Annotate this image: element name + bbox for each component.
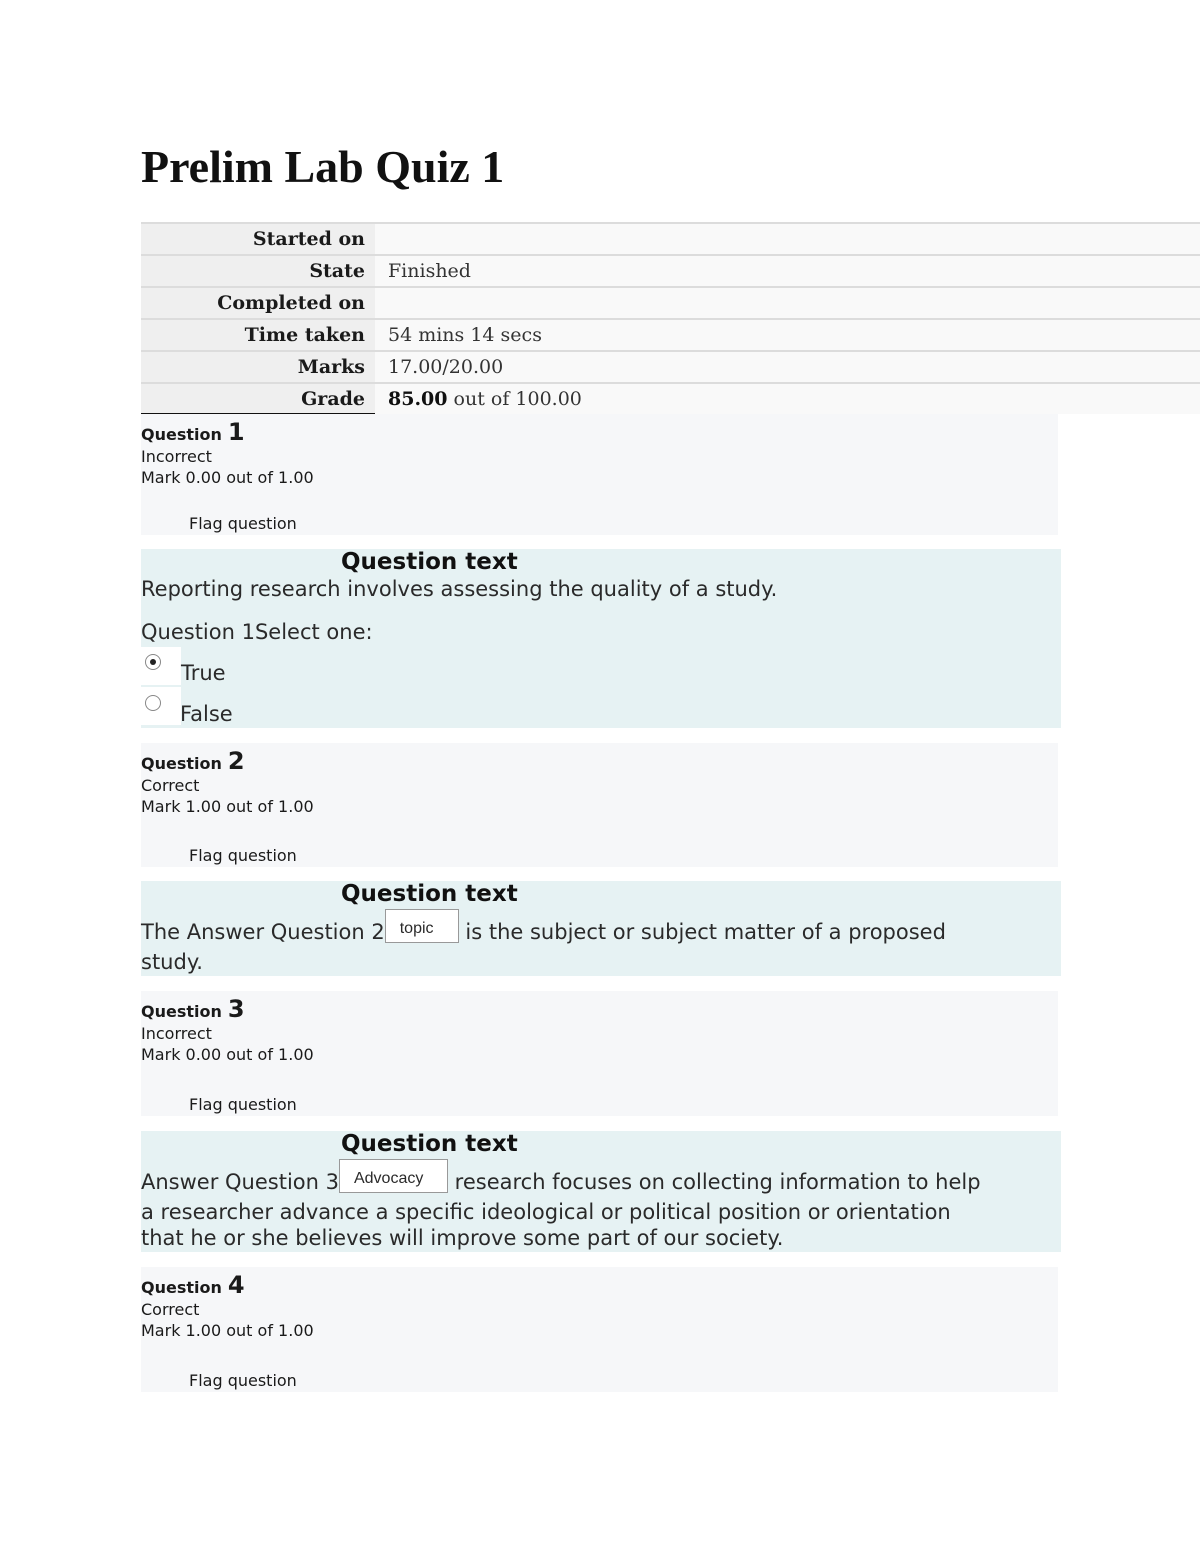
summary-label: Started on: [141, 223, 375, 255]
radio-false[interactable]: [145, 695, 161, 711]
question-mark: Mark 0.00 out of 1.00: [141, 468, 314, 487]
question-state: Incorrect: [141, 1024, 212, 1043]
answer-input[interactable]: Advocacy: [339, 1159, 448, 1193]
question-text-1: [141, 549, 1061, 728]
question-number: Question 1: [141, 418, 245, 446]
question-text-heading: Question text: [341, 1131, 518, 1157]
summary-label: Time taken: [141, 319, 375, 351]
question-info-4: [141, 1267, 1058, 1392]
summary-row-time-taken: [141, 319, 1200, 351]
question-prompt: Question 1Select one:: [141, 620, 373, 644]
question-number: Question 2: [141, 747, 245, 775]
grade-out-of: out of 100.00: [447, 388, 582, 410]
summary-row-state: [141, 255, 1200, 287]
question-body: The Answer Question 2 topic is the subject or subject matter of a proposed: [141, 909, 946, 949]
question-info-3: [141, 991, 1058, 1116]
summary-value: [375, 287, 1200, 319]
flag-question-link[interactable]: Flag question: [189, 846, 297, 865]
question-number: Question 4: [141, 1271, 245, 1299]
question-state: Correct: [141, 776, 200, 795]
flag-question-link[interactable]: Flag question: [189, 1371, 297, 1390]
question-mark: Mark 1.00 out of 1.00: [141, 1321, 314, 1340]
question-text-3: [141, 1131, 1061, 1252]
question-mark: Mark 0.00 out of 1.00: [141, 1045, 314, 1064]
question-text-heading: Question text: [341, 549, 518, 575]
summary-row-grade: [141, 383, 1200, 414]
question-body-line3: that he or she believes will improve some part of our society.: [141, 1226, 784, 1250]
summary-value: [375, 383, 1200, 414]
question-state: Incorrect: [141, 447, 212, 466]
flag-question-link[interactable]: Flag question: [189, 1095, 297, 1114]
summary-value: Finished: [375, 255, 1200, 287]
question-number: Question 3: [141, 995, 245, 1023]
question-info-2: [141, 743, 1058, 867]
summary-row-marks: [141, 351, 1200, 383]
question-text-2: [141, 881, 1061, 976]
summary-row-completed-on: [141, 287, 1200, 319]
summary-value: 54 mins 14 secs: [375, 319, 1200, 351]
option-label-true: True: [181, 661, 226, 685]
question-info-1: [141, 414, 1058, 535]
summary-label: State: [141, 255, 375, 287]
grade-score: 85.00: [388, 388, 448, 410]
option-label-false: False: [180, 702, 233, 726]
question-text-heading: Question text: [341, 881, 518, 907]
summary-label: Completed on: [141, 287, 375, 319]
attempt-summary-table: [141, 222, 1200, 415]
summary-value: [375, 223, 1200, 255]
radio-true[interactable]: [145, 654, 161, 670]
summary-row-started-on: [141, 223, 1200, 255]
question-body-line2: a researcher advance a specific ideological or political position or orientation: [141, 1200, 951, 1224]
summary-value: 17.00/20.00: [375, 351, 1200, 383]
summary-label: Grade: [141, 383, 375, 414]
flag-question-link[interactable]: Flag question: [189, 514, 297, 533]
question-mark: Mark 1.00 out of 1.00: [141, 797, 314, 816]
question-state: Correct: [141, 1300, 200, 1319]
page-title: Prelim Lab Quiz 1: [141, 141, 505, 192]
answer-input[interactable]: topic: [385, 909, 459, 943]
question-body: Answer Question 3 Advocacy research focuses on collecting information to help: [141, 1159, 981, 1199]
question-body-line2: study.: [141, 950, 203, 974]
question-body: Reporting research involves assessing the quality of a study.: [141, 577, 778, 601]
summary-label: Marks: [141, 351, 375, 383]
